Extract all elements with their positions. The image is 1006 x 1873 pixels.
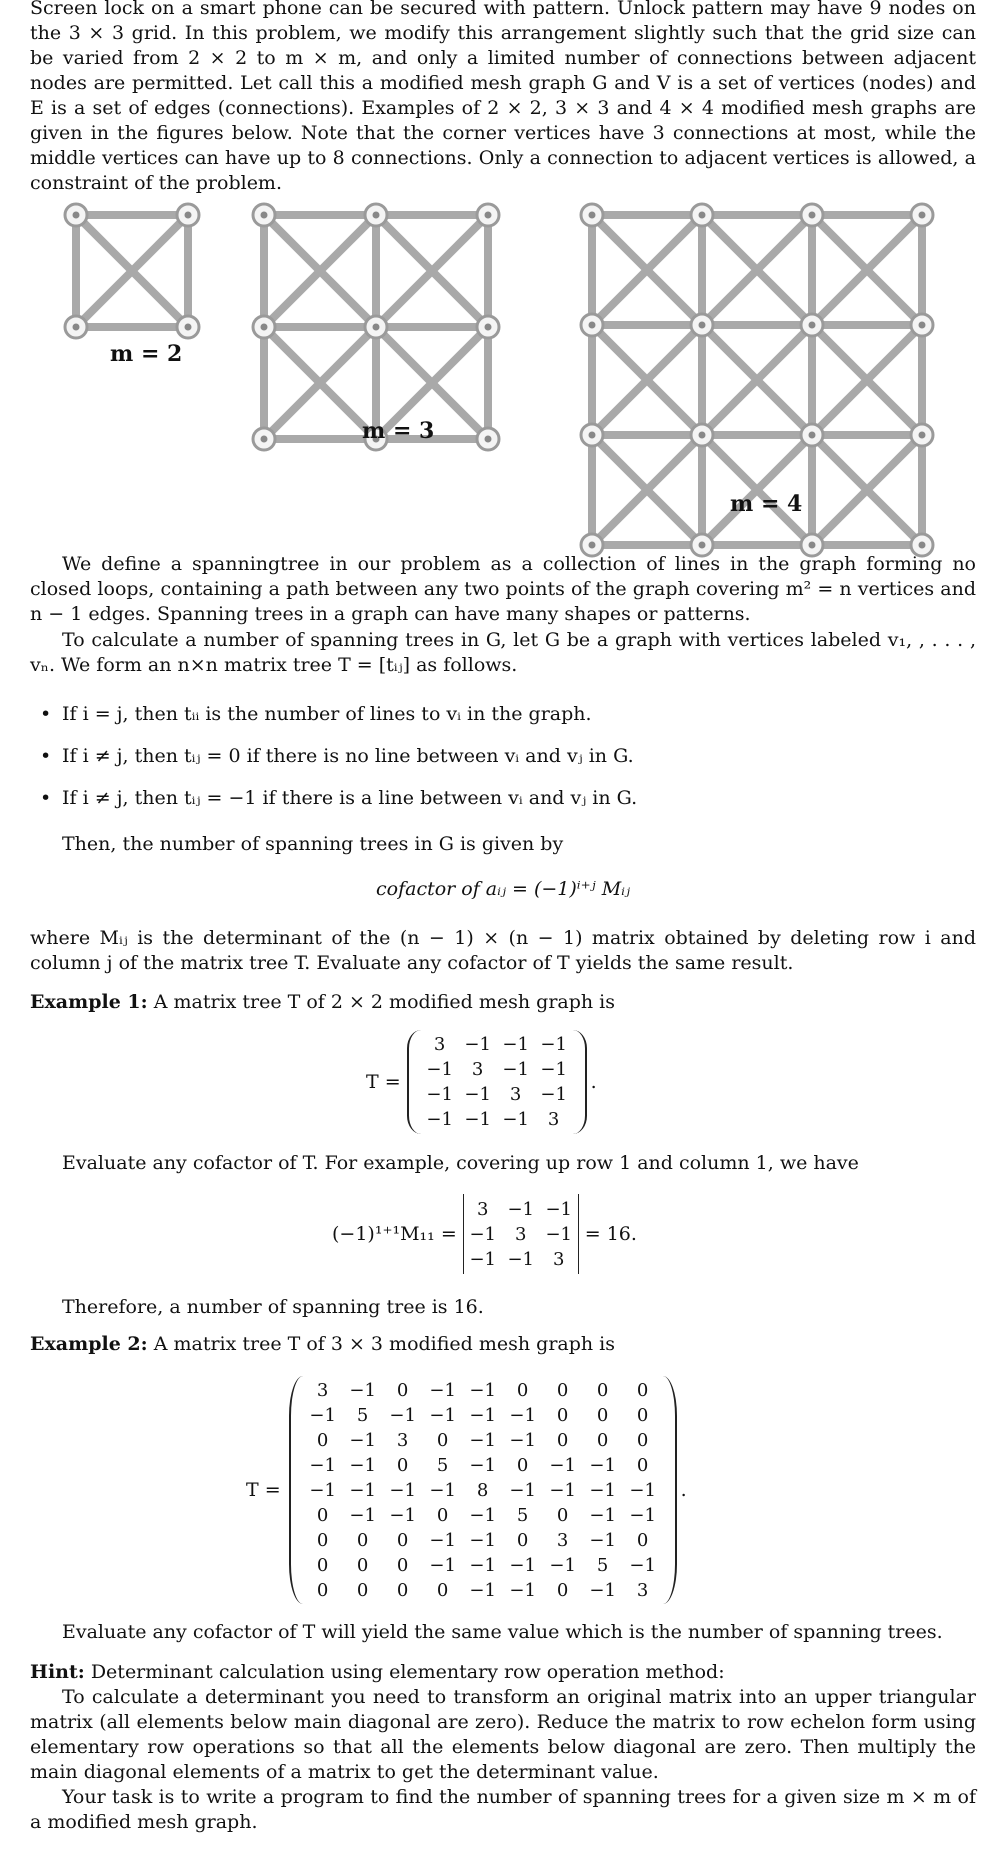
mesh-node-center (185, 324, 192, 331)
spanning-definition: We define a spanningtree in our problem as a collection of lines in the graph forming no closed loops, containing a path between any two points of the graph covering m² = n vertices and n − 1 edges. Spanning trees in a graph can have many shapes or patterns. (30, 553, 976, 625)
matrix-cell: 0 (396, 1529, 409, 1551)
left-paren (407, 1030, 421, 1134)
matrix-cell: −1 (469, 1429, 496, 1451)
matrix-cell: 0 (556, 1379, 569, 1401)
example1-result: Therefore, a number of spanning tree is 16. (62, 1296, 484, 1318)
mesh-node-center (809, 212, 816, 219)
matrix-row (421, 1057, 573, 1082)
example2-text: A matrix tree T of 3 × 3 modified mesh graph is (153, 1333, 615, 1355)
matrix-cell: 0 (436, 1429, 449, 1451)
then-paragraph: Then, the number of spanning trees in G is given by (62, 833, 564, 855)
example1-matrix (421, 1032, 573, 1132)
mesh-node-center (809, 432, 816, 439)
matrix-row (303, 1378, 663, 1403)
matrix-cell: −1 (507, 1198, 535, 1220)
matrix-row (303, 1578, 663, 1603)
matrix-cell: −1 (429, 1404, 456, 1426)
matrix-cell: 0 (396, 1579, 409, 1601)
matrix-cell: 0 (556, 1579, 569, 1601)
matrix-cell: −1 (309, 1404, 336, 1426)
matrix-cell: 3 (553, 1248, 565, 1270)
matrix-cell: 0 (396, 1554, 409, 1576)
matrix-cell: 0 (316, 1579, 329, 1601)
matrix-cell: 0 (356, 1529, 369, 1551)
matrix-row (303, 1503, 663, 1528)
matrix-cell: 5 (436, 1454, 449, 1476)
example2-matrix (303, 1378, 663, 1603)
matrix-cell: −1 (540, 1084, 567, 1105)
matrix-cell: −1 (429, 1479, 456, 1501)
matrix-cell: −1 (545, 1223, 573, 1245)
mesh-node-center (485, 324, 492, 331)
matrix-cell: 5 (596, 1554, 609, 1576)
label-m3: m = 3 (362, 418, 435, 444)
matrix-cell: 0 (636, 1429, 649, 1451)
matrix-cell: −1 (464, 1084, 491, 1105)
matrix-cell: −1 (389, 1504, 416, 1526)
matrix-cell: −1 (426, 1084, 453, 1105)
matrix-cell: −1 (429, 1554, 456, 1576)
matrix-row (303, 1403, 663, 1428)
matrix-cell: −1 (545, 1198, 573, 1220)
matrix-cell: −1 (464, 1109, 491, 1130)
example1-after: Evaluate any cofactor of T. For example, covering up row 1 and column 1, we have (62, 1152, 859, 1174)
right-paren (663, 1376, 677, 1604)
matrix-cell: 3 (477, 1198, 489, 1220)
example1-text: A matrix tree T of 2 × 2 modified mesh graph is (153, 991, 615, 1013)
mesh-node-center (699, 322, 706, 329)
bullet-3: • If i ≠ j, then tᵢⱼ = −1 if there is a line between vᵢ and vⱼ in G. (62, 786, 637, 811)
matrix-row (303, 1553, 663, 1578)
matrix-cell: 0 (596, 1404, 609, 1426)
mesh-node-center (589, 432, 596, 439)
matrix-cell: −1 (469, 1223, 497, 1245)
mesh-graph-m3 (253, 204, 499, 450)
mesh-node-center (589, 542, 596, 549)
mesh-node-center (919, 542, 926, 549)
right-paren (573, 1030, 587, 1134)
matrix-row (421, 1032, 573, 1057)
matrix-cell: 0 (396, 1379, 409, 1401)
matrix-cell: 3 (636, 1579, 649, 1601)
matrix-row (421, 1082, 573, 1107)
mesh-node-center (261, 212, 268, 219)
example1-matrix-block (366, 1030, 597, 1134)
matrix-cell: −1 (509, 1579, 536, 1601)
matrix-cell: −1 (469, 1404, 496, 1426)
matrix-cell: 5 (516, 1504, 529, 1526)
matrix-cell: −1 (349, 1479, 376, 1501)
example1-cofactor-block (332, 1194, 637, 1274)
matrix-cell: −1 (426, 1109, 453, 1130)
mesh-node-center (73, 324, 80, 331)
example1-minor (464, 1197, 578, 1272)
matrix-cell: 0 (516, 1529, 529, 1551)
mesh-node-center (589, 322, 596, 329)
matrix-cell: −1 (389, 1404, 416, 1426)
mesh-node-center (699, 432, 706, 439)
matrix-row (464, 1222, 578, 1247)
example2-lhs: T = (246, 1479, 281, 1501)
mesh-graph-m2 (65, 204, 199, 338)
example2-intro (30, 1332, 976, 1357)
matrix-cell: 0 (636, 1529, 649, 1551)
matrix-cell: −1 (349, 1454, 376, 1476)
matrix-cell: −1 (540, 1059, 567, 1080)
matrix-cell: 5 (356, 1404, 369, 1426)
matrix-cell: 0 (316, 1554, 329, 1576)
matrix-cell: 0 (636, 1379, 649, 1401)
matrix-row (303, 1478, 663, 1503)
matrix-cell: −1 (629, 1554, 656, 1576)
matrix-cell: −1 (589, 1479, 616, 1501)
label-m2: m = 2 (110, 341, 183, 367)
matrix-cell: −1 (540, 1034, 567, 1055)
matrix-row (464, 1247, 578, 1272)
matrix-cell: −1 (429, 1529, 456, 1551)
intro-paragraph: Screen lock on a smart phone can be secured with pattern. Unlock pattern may have 9 nodes on the 3 × 3 grid. In this problem, we modify this arrangement slightly such that the grid size can be varied from 2 × 2 to m × m, and only a limited number of connections between adjacent nodes are permitted. Let call this a modified mesh graph G and V is a set of vertices (nodes) and E is a set of edges (connections). Examples of 2 × 2, 3 × 3 and 4 × 4 modified mesh graphs are given in the figures below. Note that the corner vertices have 3 connections at most, while the middle vertices can have up to 8 connections. Only a connection to adjacent vertices is allowed, a constraint of the problem. (30, 0, 976, 194)
matrix-cell: −1 (629, 1479, 656, 1501)
matrix-cell: −1 (469, 1504, 496, 1526)
cofactor-formula: cofactor of aᵢⱼ = (−1)ⁱ⁺ʲ Mᵢⱼ (376, 878, 630, 900)
matrix-cell: 3 (556, 1529, 569, 1551)
matrix-cell: −1 (309, 1479, 336, 1501)
matrix-row (303, 1428, 663, 1453)
matrix-cell: 0 (396, 1454, 409, 1476)
matrix-cell: −1 (589, 1454, 616, 1476)
matrix-cell: −1 (429, 1379, 456, 1401)
matrix-cell: 0 (436, 1504, 449, 1526)
matrix-cell: −1 (509, 1479, 536, 1501)
example1-intro (30, 990, 976, 1015)
mesh-node-center (589, 212, 596, 219)
mesh-node-center (261, 436, 268, 443)
matrix-cell: 0 (636, 1404, 649, 1426)
mesh-node-center (261, 324, 268, 331)
matrix-cell: 3 (433, 1034, 446, 1055)
matrix-cell: −1 (502, 1059, 529, 1080)
label-m4: m = 4 (730, 491, 803, 517)
cofactor-lhs: (−1)¹⁺¹M₁₁ = (332, 1223, 457, 1245)
period: . (680, 1479, 687, 1501)
matrix-row (464, 1197, 578, 1222)
calc-paragraph: To calculate a number of spanning trees in G, let G be a graph with vertices labeled v₁, , . . . , vₙ. We form an n×n matrix tree T = [tᵢⱼ] as follows. (30, 629, 976, 676)
matrix-cell: −1 (589, 1504, 616, 1526)
matrix-cell: −1 (549, 1479, 576, 1501)
matrix-cell: −1 (349, 1379, 376, 1401)
matrix-cell: 3 (515, 1223, 527, 1245)
matrix-cell: 0 (556, 1429, 569, 1451)
matrix-cell: 0 (596, 1429, 609, 1451)
mesh-node-center (809, 322, 816, 329)
mesh-node-center (919, 432, 926, 439)
matrix-cell: 8 (476, 1479, 489, 1501)
matrix-cell: −1 (549, 1554, 576, 1576)
matrix-cell: −1 (389, 1479, 416, 1501)
matrix-cell: 3 (471, 1059, 484, 1080)
mesh-node-center (185, 212, 192, 219)
matrix-cell: 3 (316, 1379, 329, 1401)
example2-label: Example 2: (30, 1333, 148, 1355)
mesh-node-center (73, 212, 80, 219)
matrix-cell: −1 (509, 1554, 536, 1576)
mesh-node-center (919, 322, 926, 329)
mesh-node-center (699, 212, 706, 219)
hint-label: Hint: (30, 1661, 85, 1683)
matrix-cell: −1 (469, 1454, 496, 1476)
example1-label: Example 1: (30, 991, 148, 1013)
matrix-cell: 0 (596, 1379, 609, 1401)
cofactor-rhs: = 16. (584, 1223, 637, 1245)
example2-after: Evaluate any cofactor of T will yield the same value which is the number of spanning trees. (62, 1621, 943, 1643)
matrix-row (303, 1453, 663, 1478)
bullet-1: • If i = j, then tᵢᵢ is the number of lines to vᵢ in the graph. (62, 702, 592, 727)
matrix-cell: −1 (549, 1454, 576, 1476)
matrix-cell: −1 (464, 1034, 491, 1055)
matrix-cell: −1 (507, 1248, 535, 1270)
left-paren (289, 1376, 303, 1604)
matrix-cell: 0 (436, 1579, 449, 1601)
matrix-cell: 0 (316, 1529, 329, 1551)
bullet-2: • If i ≠ j, then tᵢⱼ = 0 if there is no line between vᵢ and vⱼ in G. (62, 744, 634, 769)
matrix-cell: −1 (426, 1059, 453, 1080)
matrix-cell: −1 (469, 1579, 496, 1601)
matrix-cell: −1 (589, 1529, 616, 1551)
matrix-cell: −1 (469, 1554, 496, 1576)
matrix-cell: 3 (396, 1429, 409, 1451)
matrix-cell: 0 (556, 1504, 569, 1526)
matrix-cell: −1 (469, 1248, 497, 1270)
matrix-cell: −1 (502, 1109, 529, 1130)
hint-body: To calculate a determinant you need to transform an original matrix into an upper triangular matrix (all elements below main diagonal are zero). Reduce the matrix to row echelon form using elementary row operations so that all the elements below diagonal are zero. Then multiply the main diagonal elements of a matrix to get the determinant value. (30, 1686, 976, 1783)
period: . (590, 1071, 597, 1093)
mesh-node-center (485, 436, 492, 443)
matrix-cell: 0 (316, 1429, 329, 1451)
example1-lhs: T = (366, 1071, 401, 1093)
matrix-cell: 0 (356, 1579, 369, 1601)
matrix-cell: 3 (509, 1084, 522, 1105)
matrix-cell: 0 (556, 1404, 569, 1426)
matrix-cell: 0 (356, 1554, 369, 1576)
matrix-cell: −1 (589, 1579, 616, 1601)
matrix-cell: 3 (547, 1109, 560, 1130)
where-paragraph: where Mᵢⱼ is the determinant of the (n − 1) × (n − 1) matrix obtained by deleting row i and column j of the matrix tree T. Evaluate any cofactor of T yields the same result. (30, 927, 976, 974)
mesh-node-center (373, 324, 380, 331)
matrix-cell: −1 (469, 1529, 496, 1551)
mesh-node-center (699, 542, 706, 549)
matrix-cell: −1 (509, 1429, 536, 1451)
matrix-cell: 0 (316, 1504, 329, 1526)
matrix-cell: −1 (629, 1504, 656, 1526)
matrix-cell: 0 (516, 1454, 529, 1476)
matrix-row (303, 1528, 663, 1553)
example2-matrix-block (246, 1376, 687, 1604)
task-paragraph: Your task is to write a program to find the number of spanning trees for a given size m × m of a modified mesh graph. (30, 1786, 976, 1833)
matrix-cell: −1 (309, 1454, 336, 1476)
hint-title: Determinant calculation using elementary row operation method: (90, 1661, 725, 1683)
matrix-cell: −1 (349, 1504, 376, 1526)
matrix-row (421, 1107, 573, 1132)
matrix-cell: −1 (502, 1034, 529, 1055)
mesh-node-center (373, 212, 380, 219)
matrix-cell: −1 (509, 1404, 536, 1426)
matrix-cell: 0 (636, 1454, 649, 1476)
matrix-cell: 0 (516, 1379, 529, 1401)
matrix-cell: −1 (469, 1379, 496, 1401)
hint-title-line (30, 1660, 976, 1685)
matrix-cell: −1 (349, 1429, 376, 1451)
mesh-node-center (809, 542, 816, 549)
mesh-node-center (919, 212, 926, 219)
mesh-node-center (485, 212, 492, 219)
det-bar-right (578, 1194, 579, 1274)
